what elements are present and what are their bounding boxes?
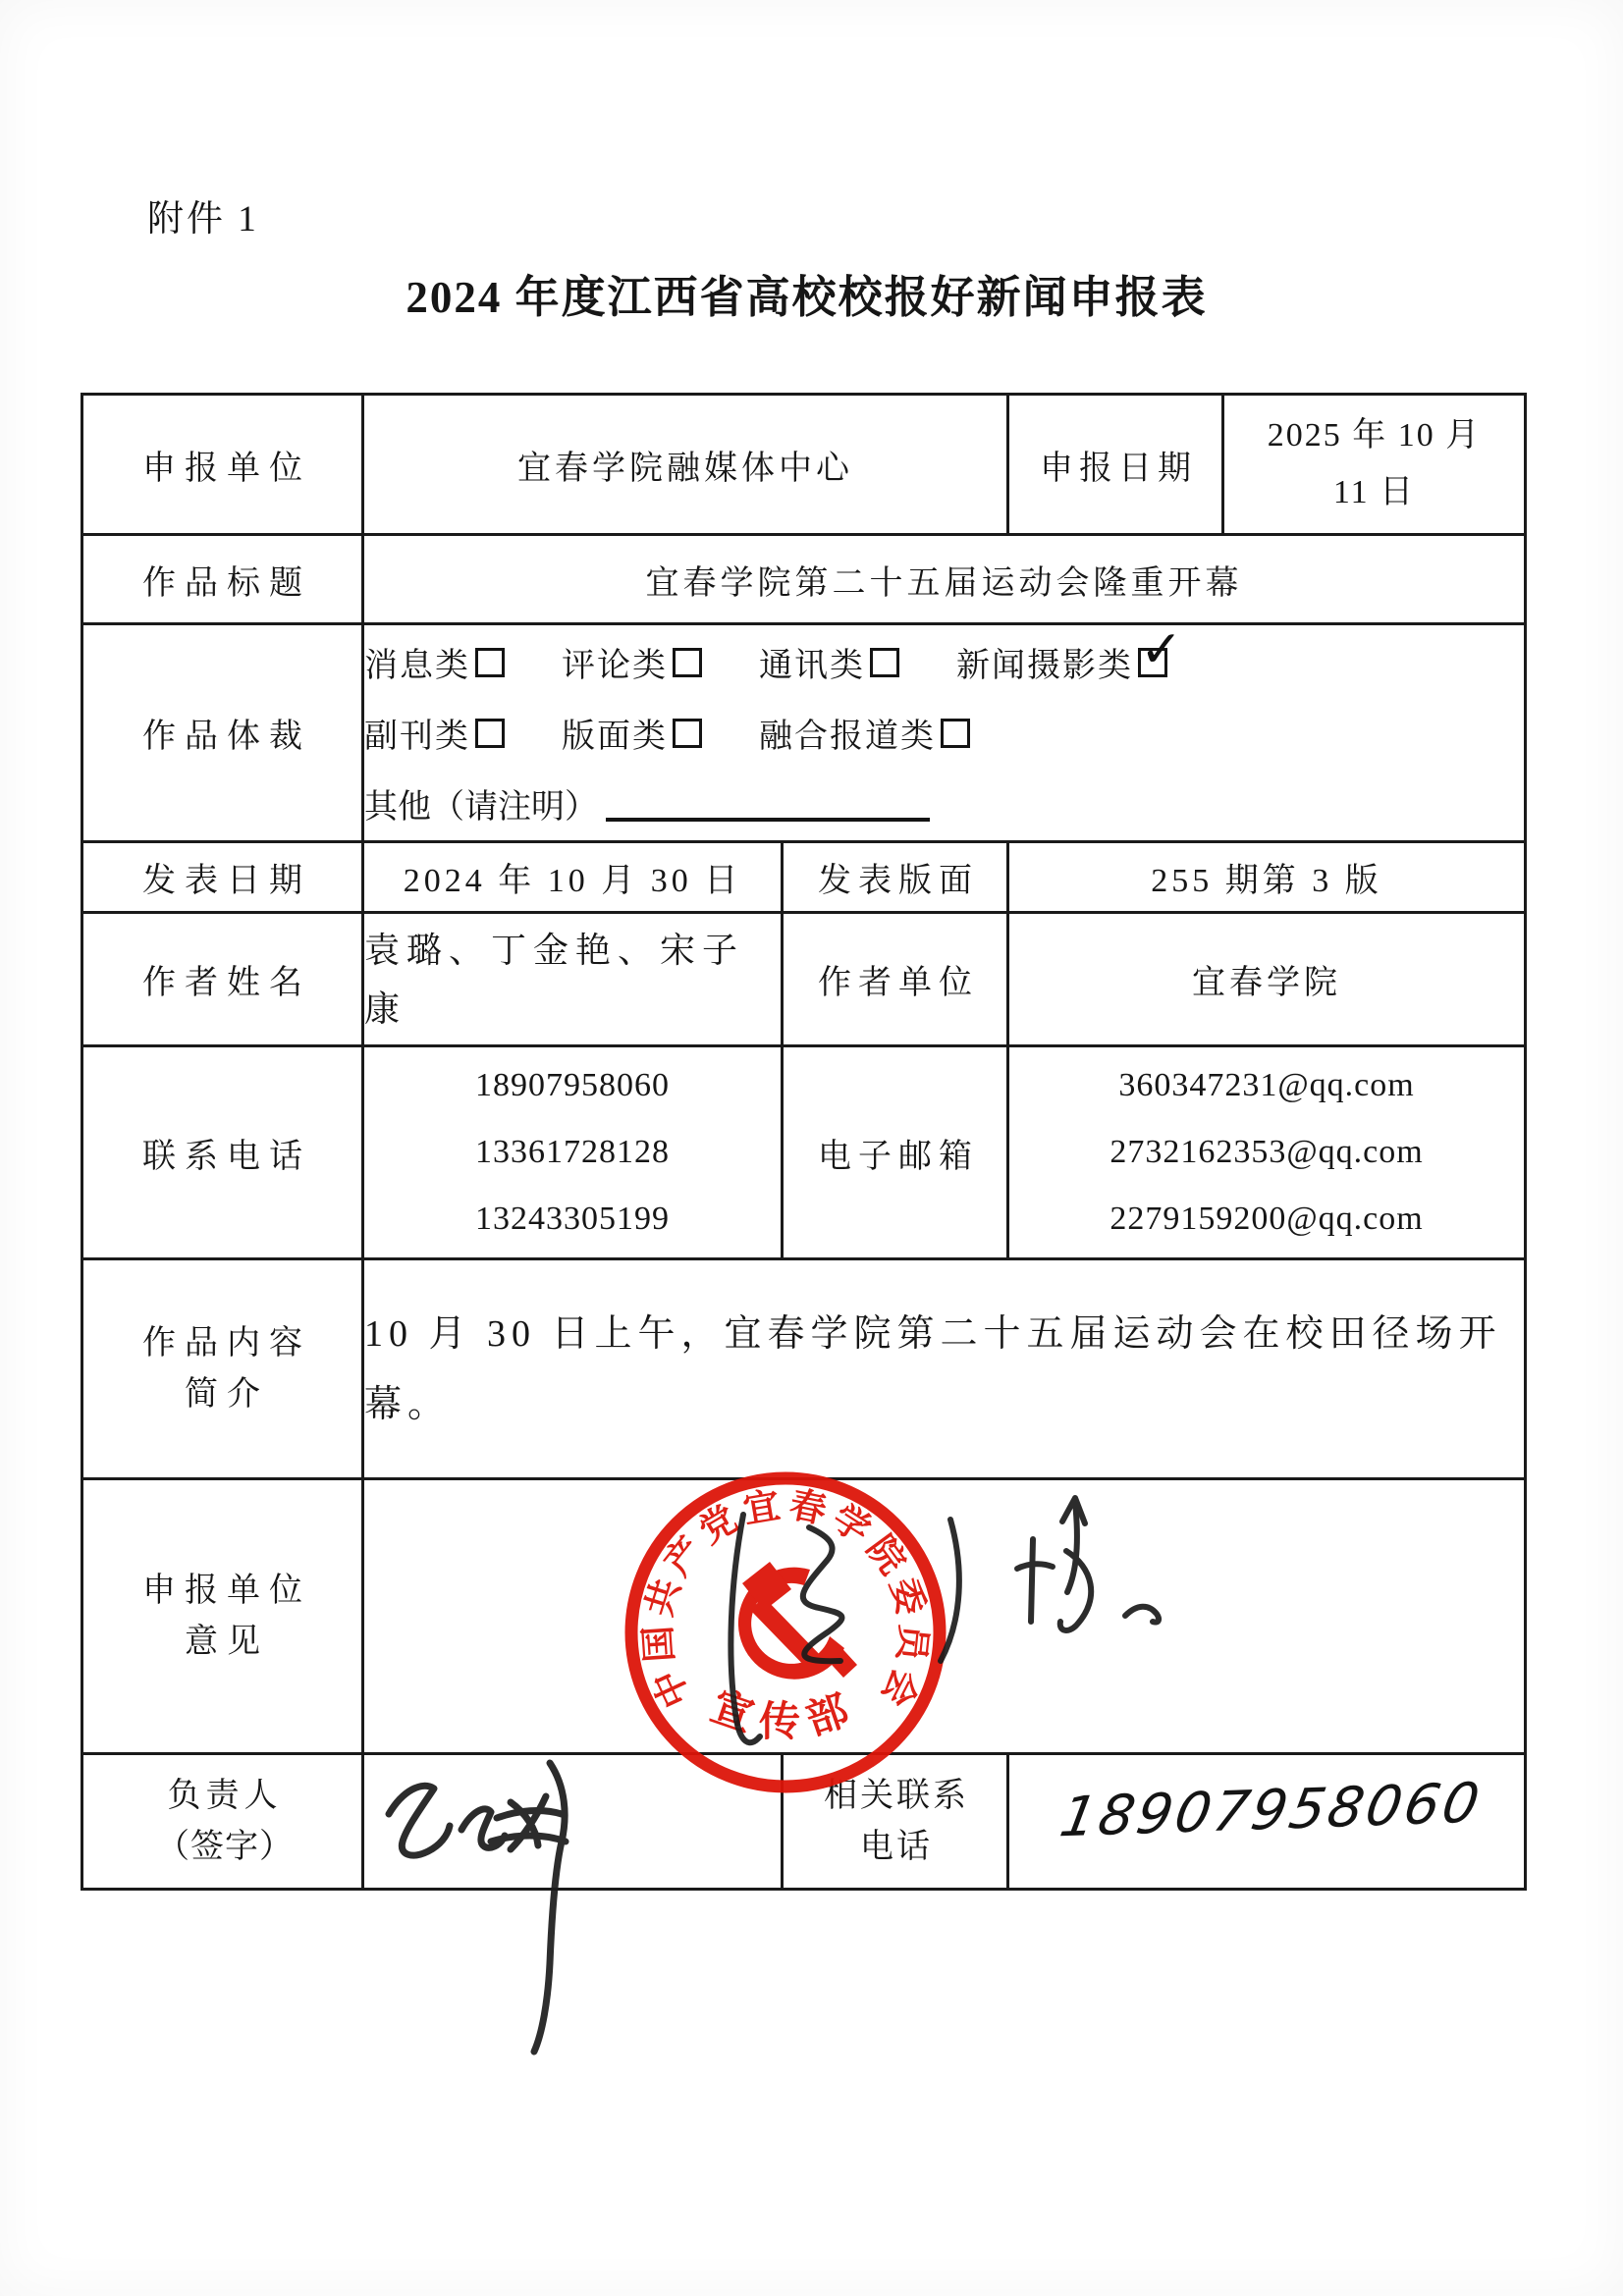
field-label-publish-date: 发表日期: [82, 842, 363, 913]
field-value-emails: [1008, 1046, 1526, 1259]
summary-label-line1: 作品内容: [142, 1324, 311, 1362]
stamp-bottom-text: 宣传部: [705, 1684, 866, 1745]
hammer-sickle-icon: [738, 1562, 857, 1680]
field-value-authors: 袁璐、丁金艳、宋子康: [363, 913, 783, 1046]
field-label-publish-page: 发表版面: [783, 842, 1008, 913]
genre-line-2: [364, 698, 1524, 769]
table-row: [82, 1046, 1526, 1259]
phone-number: 18907958060: [475, 1067, 670, 1103]
email-address: 2732162353@qq.com: [1109, 1134, 1424, 1170]
field-value-org: 宜春学院融媒体中心: [363, 395, 1008, 535]
genre-option-label: 新闻摄影类: [956, 648, 1133, 684]
checkbox-icon: [673, 648, 702, 677]
phone-list: [364, 1052, 781, 1253]
field-label-genre: 作品体裁: [82, 624, 363, 842]
apply-date-line2: 11 日: [1332, 474, 1416, 510]
summary-label-line2: 简介: [185, 1375, 269, 1413]
checkbox-icon: [941, 719, 970, 748]
field-value-phones: [363, 1046, 783, 1259]
email-list: [1009, 1052, 1524, 1253]
phone-number: 13361728128: [475, 1134, 670, 1170]
genre-option-label: 版面类: [562, 719, 668, 755]
unit-opinion-label-line2: 意见: [185, 1623, 269, 1660]
related-contact-label-line1: 相关联系: [824, 1777, 969, 1814]
field-value-summary: 10 月 30 日上午，宜春学院第二十五届运动会在校田径场开幕。: [363, 1259, 1526, 1479]
genre-option-communication: [759, 638, 899, 686]
checkmark-icon: ✓: [1140, 619, 1185, 679]
principal-label-line2: （签字）: [156, 1828, 294, 1865]
genre-option-comment: [562, 638, 702, 686]
table-row: [82, 395, 1526, 535]
genre-option-label: 融合报道类: [759, 719, 936, 755]
genre-option-converged: [759, 709, 970, 757]
genre-option-supplement: [364, 709, 505, 757]
official-stamp: [609, 1456, 962, 1809]
field-value-publish-date: 2024 年 10 月 30 日: [363, 842, 783, 913]
phone-number: 13243305199: [475, 1201, 670, 1237]
page-title: 2024 年度江西省高校校报好新闻申报表: [406, 273, 1208, 322]
stamp-ring-text: 中国共产党宜春学院委员会: [637, 1484, 934, 1718]
table-row: [82, 624, 1526, 842]
field-label-emails: 电子邮箱: [783, 1046, 1008, 1259]
checkbox-icon: [475, 719, 505, 748]
fill-in-blank: [606, 786, 930, 822]
email-address: 2279159200@qq.com: [1109, 1201, 1424, 1237]
genre-option-label: 评论类: [562, 648, 668, 684]
genre-option-label: 副刊类: [364, 719, 470, 755]
field-value-publish-page: 255 期第 3 版: [1008, 842, 1526, 913]
table-row: [82, 913, 1526, 1046]
checkbox-icon: [475, 648, 505, 677]
table-row: [82, 842, 1526, 913]
field-label-authors: 作者姓名: [82, 913, 363, 1046]
genre-option-news: [364, 638, 505, 686]
table-row: [82, 535, 1526, 624]
field-label-work-title: 作品标题: [82, 535, 363, 624]
checkbox-icon: [673, 719, 702, 748]
genre-other-label: 其他（请注明）: [364, 789, 598, 826]
attachment-label: 附件 1: [147, 199, 259, 240]
genre-option-label: 通讯类: [759, 648, 865, 684]
related-contact-label-line2: 电话: [860, 1828, 933, 1865]
genre-line-1: [364, 619, 1524, 698]
genre-option-photography: [956, 619, 1185, 686]
field-value-apply-date: [1223, 395, 1526, 535]
field-label-principal: [82, 1754, 363, 1890]
checkbox-checked-icon: [1138, 619, 1185, 679]
field-label-org: 申报单位: [82, 395, 363, 535]
field-label-phones: 联系电话: [82, 1046, 363, 1259]
field-value-author-org: 宜春学院: [1008, 913, 1526, 1046]
handwritten-phone: 18907958060: [1055, 1771, 1488, 1850]
genre-options-cell: [363, 619, 1526, 842]
email-address: 360347231@qq.com: [1118, 1067, 1415, 1103]
apply-date-line1: 2025 年 10 月: [1267, 417, 1482, 454]
field-label-apply-date: 申报日期: [1008, 395, 1223, 535]
table-row: [82, 1259, 1526, 1479]
checkbox-icon: [870, 648, 899, 677]
principal-label-line1: 负责人: [167, 1777, 283, 1814]
genre-option-layout: [562, 709, 702, 757]
field-label-author-org: 作者单位: [783, 913, 1008, 1046]
field-value-work-title: 宜春学院第二十五届运动会隆重开幕: [363, 535, 1526, 624]
genre-line-other: [364, 769, 1524, 839]
genre-option-label: 消息类: [364, 648, 470, 684]
field-label-unit-opinion: [82, 1479, 363, 1754]
unit-opinion-label-line1: 申报单位: [142, 1572, 311, 1609]
field-label-summary: [82, 1259, 363, 1479]
